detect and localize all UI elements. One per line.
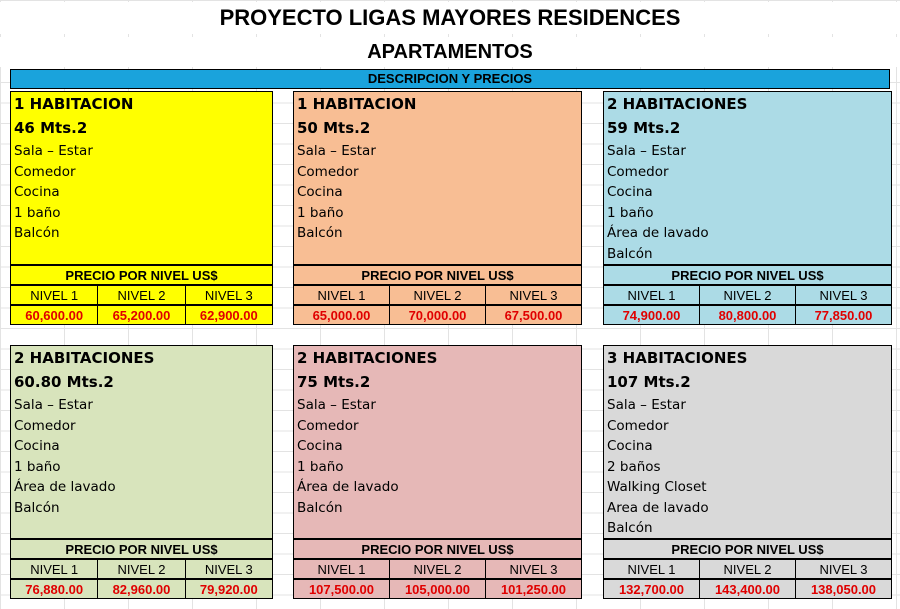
price-value: 60,600.00 — [10, 305, 98, 325]
feature-item: Comedor — [14, 417, 76, 434]
price-value: 70,000.00 — [389, 305, 486, 325]
feature-item: Sala – Estar — [297, 143, 376, 159]
price-value: 132,700.00 — [603, 579, 700, 599]
level-label: NIVEL 3 — [485, 559, 582, 579]
feature-item: Área de lavado — [607, 225, 709, 241]
feature-item: Área de lavado — [297, 479, 399, 495]
level-label: NIVEL 2 — [389, 559, 486, 579]
price-value: 77,850.00 — [795, 305, 892, 325]
feature-item: Comedor — [297, 417, 359, 434]
feature-item: Balcón — [607, 520, 653, 536]
price-value: 65,000.00 — [293, 305, 390, 325]
description-box — [603, 345, 892, 539]
feature-item: Balcón — [607, 245, 653, 262]
feature-item: Balcón — [297, 225, 343, 241]
room-count: 2 HABITACIONES — [607, 95, 748, 113]
price-header: PRECIO POR NIVEL US$ — [603, 265, 892, 285]
level-headers — [10, 285, 273, 305]
price-value: 82,960.00 — [97, 579, 185, 599]
price-row — [293, 579, 582, 599]
description-box — [10, 91, 273, 265]
apartment-card — [293, 91, 582, 325]
unit-size: 75 Mts.2 — [297, 373, 371, 391]
feature-item: 1 baño — [14, 458, 61, 475]
level-label: NIVEL 2 — [699, 285, 796, 305]
level-headers — [603, 559, 892, 579]
apartment-card — [293, 345, 582, 599]
feature-item: Sala – Estar — [14, 397, 93, 413]
feature-item: 1 baño — [14, 204, 61, 221]
level-label: NIVEL 3 — [795, 559, 892, 579]
level-label: NIVEL 3 — [185, 559, 273, 579]
level-label: NIVEL 3 — [485, 285, 582, 305]
level-headers — [10, 559, 273, 579]
unit-size: 50 Mts.2 — [297, 119, 371, 137]
feature-item: 1 baño — [297, 204, 344, 221]
level-label: NIVEL 3 — [795, 285, 892, 305]
level-label: NIVEL 1 — [10, 559, 98, 579]
price-value: 107,500.00 — [293, 579, 390, 599]
feature-item: Balcón — [14, 225, 60, 241]
feature-item: Cocina — [607, 438, 653, 454]
feature-item: Cocina — [14, 184, 60, 200]
level-label: NIVEL 1 — [603, 285, 700, 305]
page-title: PROYECTO LIGAS MAYORES RESIDENCES — [0, 2, 900, 34]
description-box — [293, 345, 582, 539]
level-label: NIVEL 1 — [603, 559, 700, 579]
room-count: 2 HABITACIONES — [14, 349, 155, 367]
level-label: NIVEL 2 — [97, 559, 185, 579]
unit-size: 46 Mts.2 — [14, 119, 88, 137]
price-row — [293, 305, 582, 325]
feature-item: Comedor — [607, 417, 669, 434]
unit-size: 59 Mts.2 — [607, 119, 681, 137]
level-headers — [293, 559, 582, 579]
section-banner: DESCRIPCION Y PRECIOS — [10, 69, 890, 89]
apartment-card — [10, 345, 273, 599]
feature-item: Área de lavado — [14, 479, 116, 495]
price-header: PRECIO POR NIVEL US$ — [10, 265, 273, 285]
level-headers — [603, 285, 892, 305]
level-label: NIVEL 2 — [389, 285, 486, 305]
level-label: NIVEL 2 — [699, 559, 796, 579]
price-header: PRECIO POR NIVEL US$ — [603, 539, 892, 559]
feature-item: Cocina — [14, 438, 60, 454]
level-label: NIVEL 1 — [10, 285, 98, 305]
description-box — [603, 91, 892, 265]
feature-item: Sala – Estar — [607, 143, 686, 159]
feature-item: Walking Closet — [607, 479, 707, 495]
apartment-card — [603, 345, 892, 599]
apartment-card — [10, 91, 273, 325]
unit-size: 107 Mts.2 — [607, 373, 691, 391]
feature-item: Balcón — [14, 499, 60, 516]
description-box — [10, 345, 273, 539]
price-value: 101,250.00 — [485, 579, 582, 599]
feature-item: Comedor — [14, 163, 76, 180]
price-value: 79,920.00 — [185, 579, 273, 599]
feature-item: Sala – Estar — [14, 143, 93, 159]
feature-item: Cocina — [297, 438, 343, 454]
room-count: 1 HABITACION — [14, 95, 134, 113]
level-label: NIVEL 2 — [97, 285, 185, 305]
feature-item: Sala – Estar — [607, 397, 686, 413]
level-label: NIVEL 1 — [293, 559, 390, 579]
price-header: PRECIO POR NIVEL US$ — [293, 539, 582, 559]
apartment-card — [603, 91, 892, 325]
price-row — [10, 305, 273, 325]
feature-item: Comedor — [297, 163, 359, 180]
price-value: 65,200.00 — [97, 305, 185, 325]
feature-item: Cocina — [297, 184, 343, 200]
room-count: 3 HABITACIONES — [607, 349, 748, 367]
price-value: 138,050.00 — [795, 579, 892, 599]
price-value: 62,900.00 — [185, 305, 273, 325]
feature-item: Comedor — [607, 163, 669, 180]
feature-item: Sala – Estar — [297, 397, 376, 413]
price-row — [603, 579, 892, 599]
level-label: NIVEL 3 — [185, 285, 273, 305]
price-row — [10, 579, 273, 599]
level-label: NIVEL 1 — [293, 285, 390, 305]
price-header: PRECIO POR NIVEL US$ — [10, 539, 273, 559]
feature-item: Balcón — [297, 499, 343, 516]
feature-item: Cocina — [607, 184, 653, 200]
feature-item: Area de lavado — [607, 499, 709, 516]
price-value: 74,900.00 — [603, 305, 700, 325]
price-value: 80,800.00 — [699, 305, 796, 325]
price-value: 67,500.00 — [485, 305, 582, 325]
unit-size: 60.80 Mts.2 — [14, 373, 114, 391]
price-header: PRECIO POR NIVEL US$ — [293, 265, 582, 285]
description-box — [293, 91, 582, 265]
room-count: 1 HABITACION — [297, 95, 417, 113]
price-value: 143,400.00 — [699, 579, 796, 599]
page-subtitle: APARTAMENTOS — [0, 37, 900, 67]
price-value: 105,000.00 — [389, 579, 486, 599]
feature-item: 1 baño — [607, 204, 654, 221]
feature-item: 2 baños — [607, 458, 661, 475]
room-count: 2 HABITACIONES — [297, 349, 438, 367]
price-row — [603, 305, 892, 325]
price-value: 76,880.00 — [10, 579, 98, 599]
feature-item: 1 baño — [297, 458, 344, 475]
level-headers — [293, 285, 582, 305]
